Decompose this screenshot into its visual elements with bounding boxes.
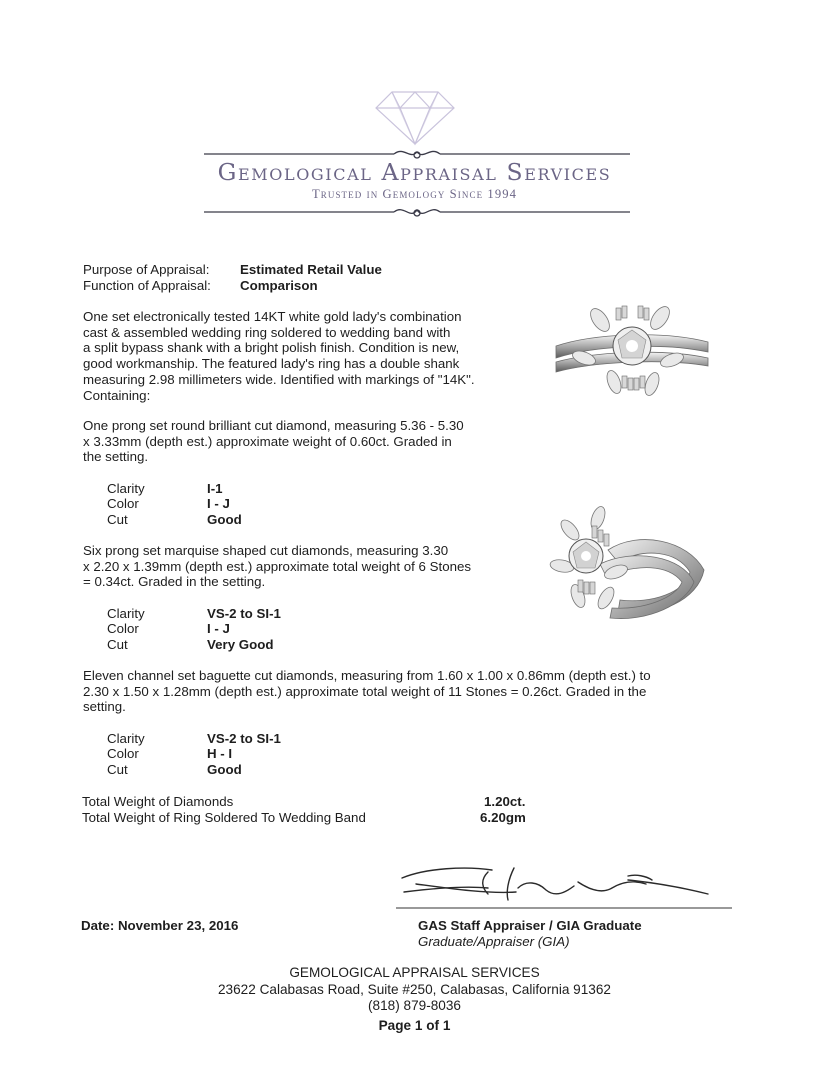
stone-1-cut-value: Good — [207, 512, 242, 527]
total-ring-weight-value: 6.20gm — [480, 810, 526, 825]
function-value: Comparison — [240, 278, 318, 293]
stone-3-color-label: Color — [107, 746, 139, 761]
signer-title: GAS Staff Appraiser / GIA Graduate — [418, 918, 642, 933]
total-diamond-weight-value: 1.20ct. — [484, 794, 526, 809]
stone-1-color-label: Color — [107, 496, 139, 511]
total-diamond-weight-label: Total Weight of Diamonds — [82, 794, 234, 809]
stone-1-cut-label: Cut — [107, 512, 128, 527]
stone-1-clarity-value: I-1 — [207, 481, 223, 496]
stone-3-description: Eleven channel set baguette cut diamonds, measuring from 1.60 x 1.00 x 0.86mm (depth est.) to 2.30 x 1.50 x 1.28mm (depth est.) approximate total weight of 11 Stones = 0.26ct. Graded in the setting. — [83, 668, 651, 715]
item-description: One set electronically tested 14KT white gold lady's combination cast & assembled wedding ring soldered to wedding band with a split bypass shank with a bright polish finish. Condition is new, good workmanship. The featured lady's ring has a double shank measuring 2.98 millimeters wide. Identified with markings of "14K". Containing: — [83, 309, 475, 403]
stone-3-cut-value: Good — [207, 762, 242, 777]
appraisal-date: Date: November 23, 2016 — [81, 918, 239, 933]
stone-2-color-value: I - J — [207, 621, 230, 636]
appraiser-signature — [396, 858, 736, 914]
ring-photo-side-view — [552, 296, 712, 406]
footer-address: 23622 Calabasas Road, Suite #250, Calabasas, California 91362 — [218, 982, 611, 997]
stone-2-clarity-value: VS-2 to SI-1 — [207, 606, 281, 621]
stone-3-clarity-label: Clarity — [107, 731, 145, 746]
stone-3-clarity-value: VS-2 to SI-1 — [207, 731, 281, 746]
stone-3-color-value: H - I — [207, 746, 233, 761]
stone-1-description: One prong set round brilliant cut diamond, measuring 5.36 - 5.30 x 3.33mm (depth est.) approximate weight of 0.60ct. Graded in the setting. — [83, 418, 464, 465]
stone-1-color-value: I - J — [207, 496, 230, 511]
signer-subtitle: Graduate/Appraiser (GIA) — [418, 934, 570, 949]
stone-1-clarity-label: Clarity — [107, 481, 145, 496]
page-number: Page 1 of 1 — [378, 1018, 451, 1033]
footer-phone: (818) 879-8036 — [368, 998, 461, 1013]
stone-2-cut-value: Very Good — [207, 637, 274, 652]
diamond-logo-icon — [374, 88, 456, 146]
ring-photo-angle-view — [548, 500, 708, 630]
purpose-value: Estimated Retail Value — [240, 262, 382, 277]
stone-2-cut-label: Cut — [107, 637, 128, 652]
total-ring-weight-label: Total Weight of Ring Soldered To Wedding Band — [82, 810, 366, 825]
company-logo-title: Gemological Appraisal Services — [217, 158, 612, 186]
stone-2-color-label: Color — [107, 621, 139, 636]
company-logo-tagline: Trusted in Gemology Since 1994 — [311, 187, 518, 201]
stone-2-description: Six prong set marquise shaped cut diamonds, measuring 3.30 x 2.20 x 1.39mm (depth est.) approximate total weight of 6 Stones = 0.34ct. Graded in the setting. — [83, 543, 472, 590]
purpose-label: Purpose of Appraisal: — [83, 262, 210, 277]
stone-3-cut-label: Cut — [107, 762, 128, 777]
stone-2-clarity-label: Clarity — [107, 606, 145, 621]
footer-company: GEMOLOGICAL APPRAISAL SERVICES — [289, 965, 540, 980]
function-label: Function of Appraisal: — [83, 278, 211, 293]
